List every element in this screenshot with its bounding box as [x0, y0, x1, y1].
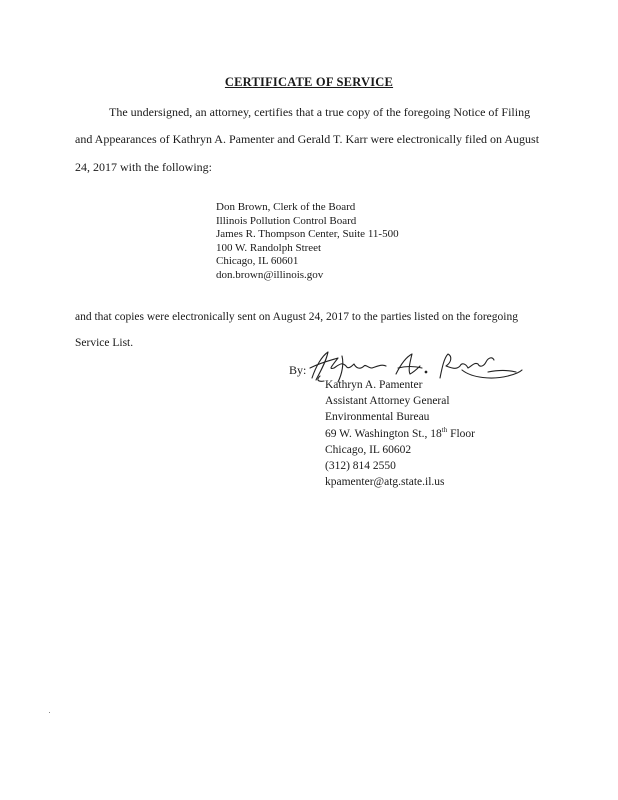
service-line-1: and that copies were electronically sent on August 24, 2017 to the parties listed on the foregoing	[75, 311, 518, 323]
recipient-email: don.brown@illinois.gov	[216, 268, 324, 281]
recipient-address-line-2: 100 W. Randolph Street	[216, 241, 322, 254]
recipient-address-line-1: James R. Thompson Center, Suite 11-500	[216, 228, 399, 241]
service-line-2: Service List.	[75, 337, 134, 349]
signer-address	[325, 426, 475, 442]
recipient-address-block	[216, 201, 399, 283]
certification-line-1: The undersigned, an attorney, certifies that a true copy of the foregoing Notice of Filing	[109, 105, 531, 119]
recipient-organization: Illinois Pollution Control Board	[216, 214, 357, 227]
signer-address-floor: Floor	[447, 427, 476, 440]
signer-address-ordinal: th	[441, 425, 448, 434]
page-speck	[49, 712, 50, 713]
signer-email: kpamenter@atg.state.il.us	[325, 476, 445, 489]
document-title: CERTIFICATE OF SERVICE	[224, 75, 394, 89]
recipient-city: Chicago, IL 60601	[216, 255, 299, 268]
signer-name: Kathryn A. Pamenter	[325, 379, 423, 391]
signer-block	[325, 377, 475, 490]
signer-title: Assistant Attorney General	[325, 395, 450, 408]
certification-line-2: and Appearances of Kathryn A. Pamenter and Gerald T. Karr were electronically filed on August	[75, 132, 540, 146]
by-label: By:	[289, 363, 307, 377]
certification-line-3: 24, 2017 with the following:	[75, 160, 212, 174]
signer-phone: (312) 814 2550	[325, 460, 396, 473]
signer-address-street: 69 W. Washington St., 18	[325, 427, 442, 440]
recipient-name: Don Brown, Clerk of the Board	[216, 201, 356, 213]
signer-city: Chicago, IL 60602	[325, 443, 412, 456]
signer-department: Environmental Bureau	[325, 411, 430, 424]
